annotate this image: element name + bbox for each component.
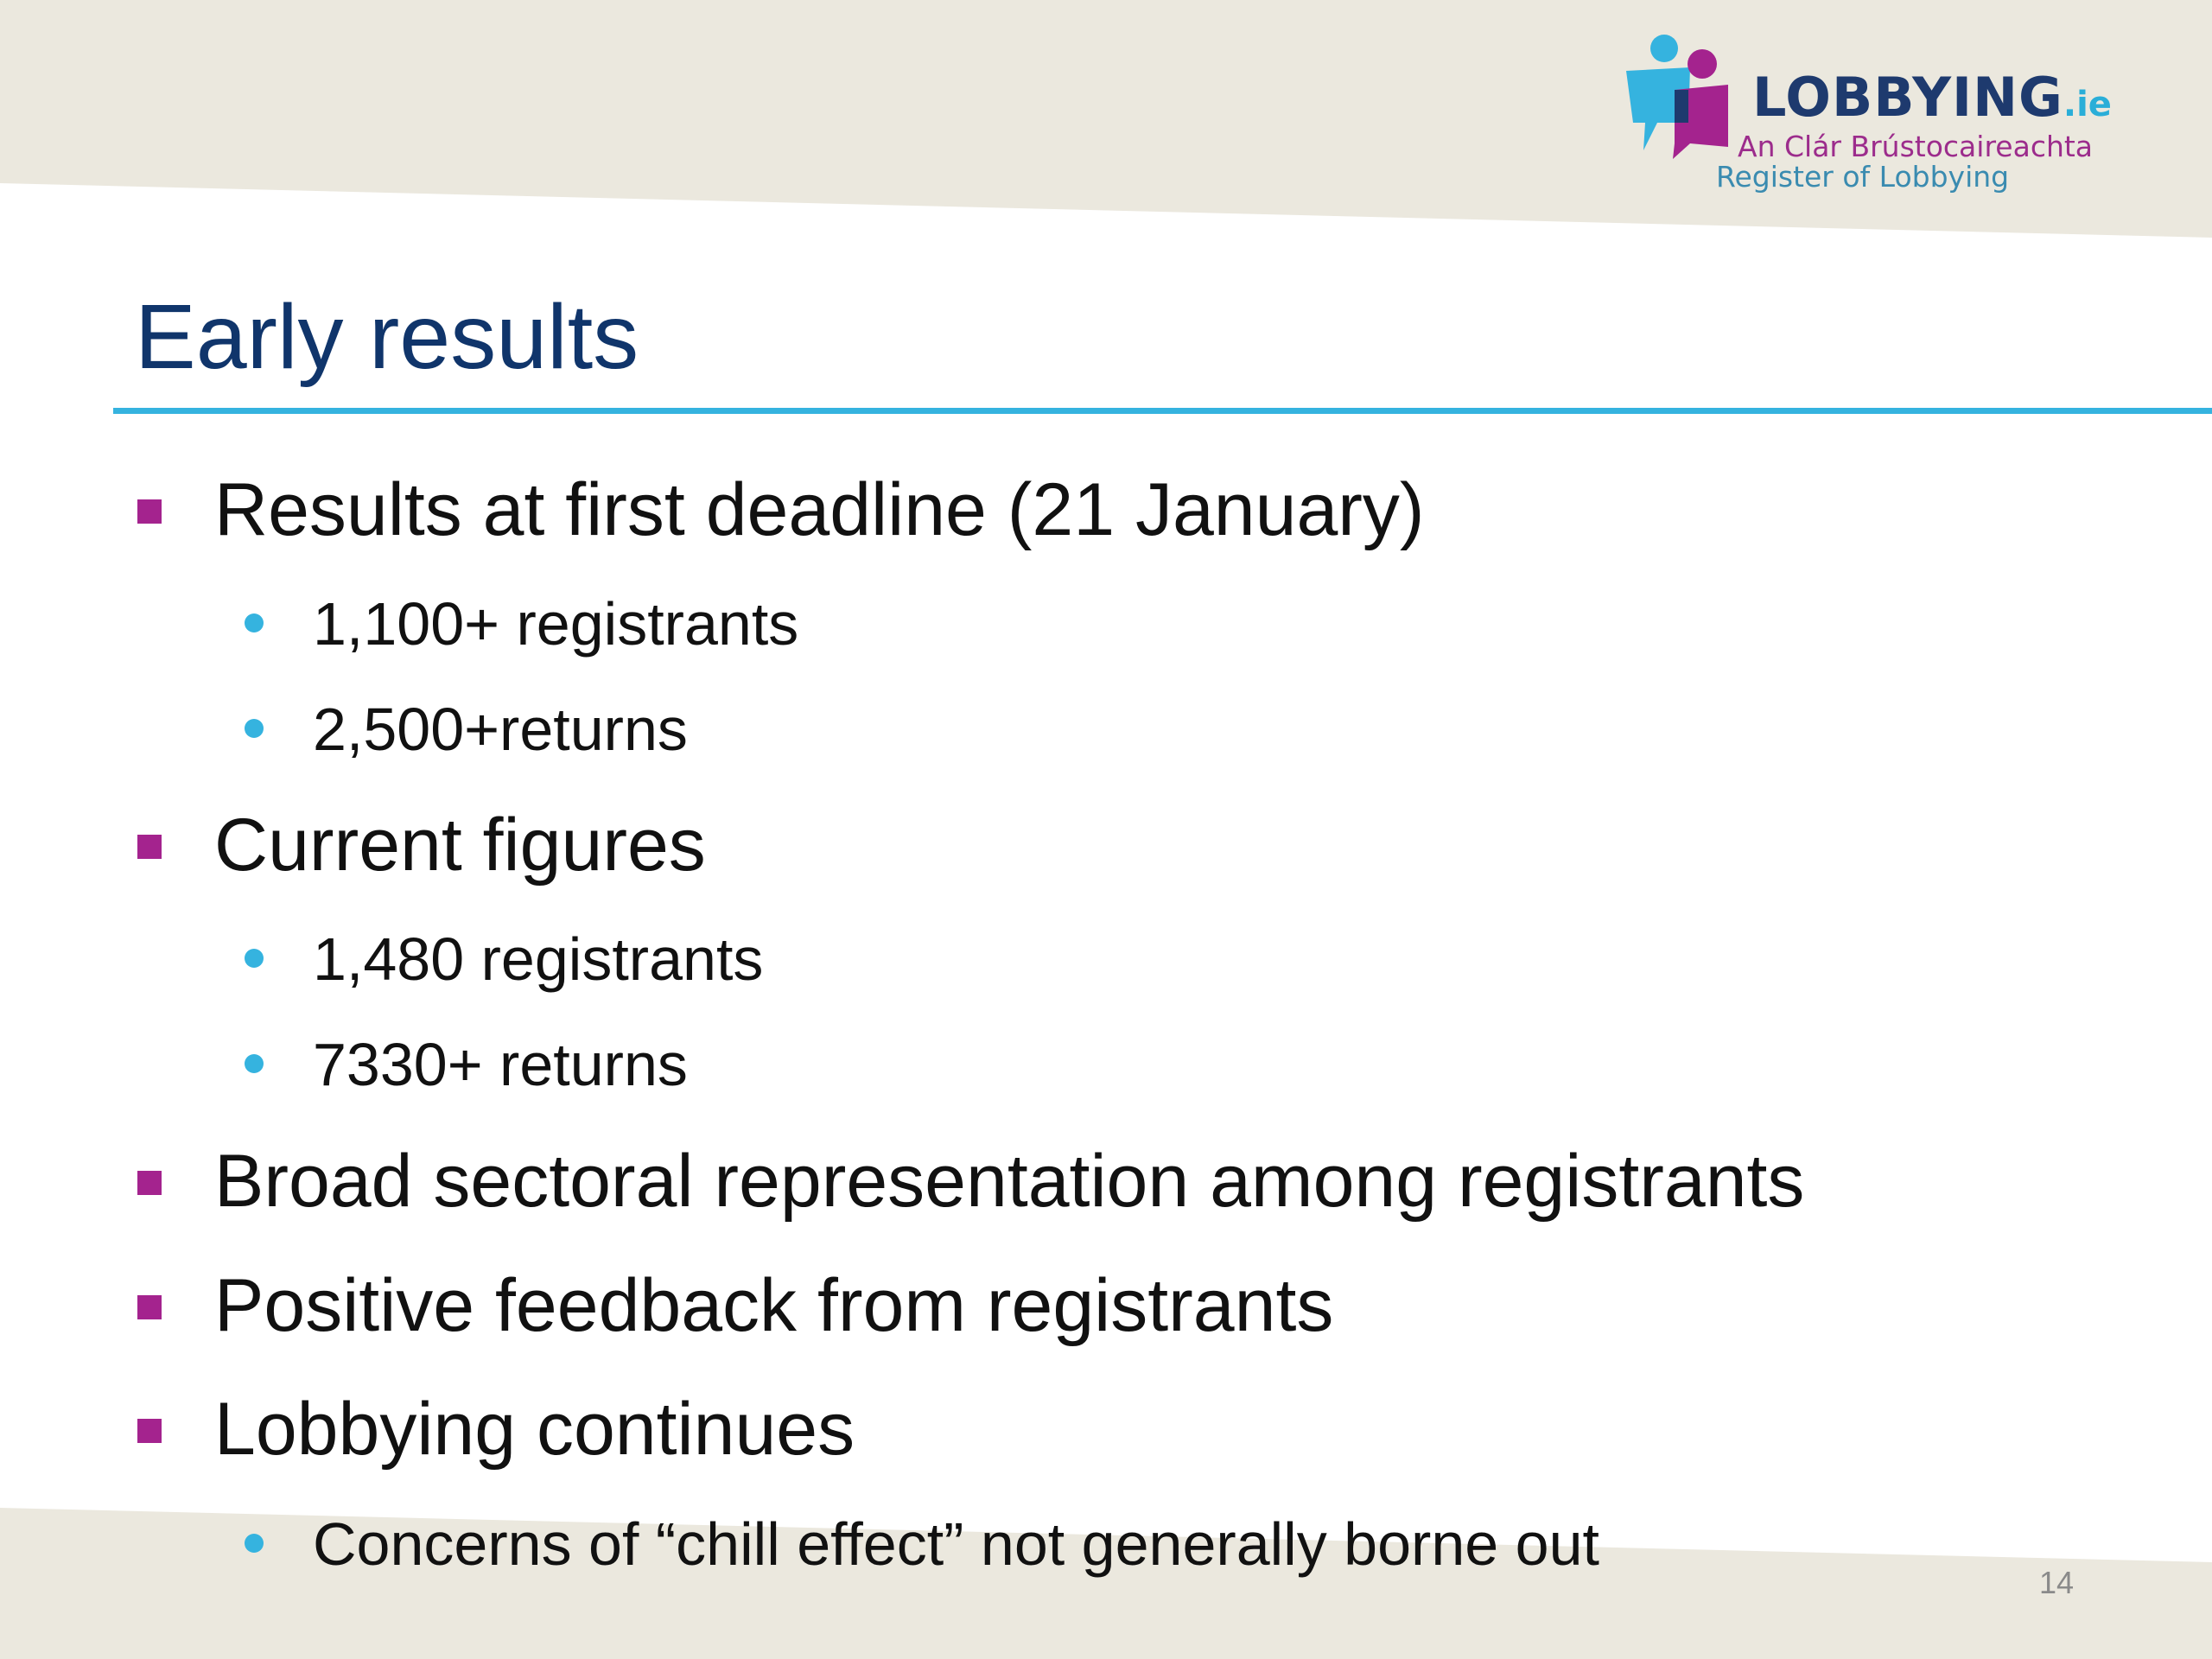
round-bullet-icon — [245, 949, 264, 968]
logo-english-name: Register of Lobbying — [1716, 160, 2010, 194]
sub-bullet-text: Concerns of “chill effect” not generally borne out — [313, 1510, 1599, 1578]
sub-bullet-text: 2,500+returns — [313, 696, 688, 763]
sub-bullet-text: 7330+ returns — [313, 1031, 688, 1098]
sub-bullet-text: 1,100+ registrants — [313, 590, 799, 658]
bullet-text: Current figures — [214, 804, 706, 887]
bullet-item — [214, 1262, 1333, 1349]
sub-bullet-text: 1,480 registrants — [313, 925, 764, 993]
round-bullet-icon — [245, 1534, 264, 1553]
round-bullet-icon — [245, 719, 264, 738]
bullet-text: Positive feedback from registrants — [214, 1264, 1334, 1347]
round-bullet-icon — [245, 613, 264, 632]
square-bullet-icon — [137, 1295, 162, 1319]
bullet-item — [214, 1386, 855, 1472]
square-bullet-icon — [137, 835, 162, 859]
bullet-item — [214, 467, 1425, 553]
sub-bullet-item — [313, 923, 763, 995]
bullet-item — [214, 1138, 1804, 1224]
lobbying-logo — [1621, 29, 2122, 202]
square-bullet-icon — [137, 1171, 162, 1195]
square-bullet-icon — [137, 1419, 162, 1443]
logo-suffix: .ie — [2063, 85, 2112, 124]
sub-bullet-item — [313, 693, 688, 766]
square-bullet-icon — [137, 499, 162, 524]
logo-word: LOBBYING — [1752, 66, 2063, 129]
bullet-item — [214, 802, 706, 888]
bullet-text: Results at first deadline (21 January) — [214, 468, 1425, 551]
slide-title: Early results — [135, 286, 639, 388]
people-speech-icon — [1621, 29, 1751, 159]
bullet-text: Lobbying continues — [214, 1388, 855, 1471]
logo-wordmark — [1752, 66, 2112, 131]
sub-bullet-item — [313, 1508, 1599, 1580]
bullet-text: Broad sectoral representation among registrants — [214, 1140, 1805, 1223]
page-number: 14 — [2039, 1565, 2075, 1600]
sub-bullet-item — [313, 588, 798, 660]
round-bullet-icon — [245, 1054, 264, 1073]
sub-bullet-item — [313, 1028, 688, 1101]
title-underline — [113, 408, 2212, 414]
logo-irish-name: An Clár Brústocaireachta — [1738, 130, 2094, 163]
